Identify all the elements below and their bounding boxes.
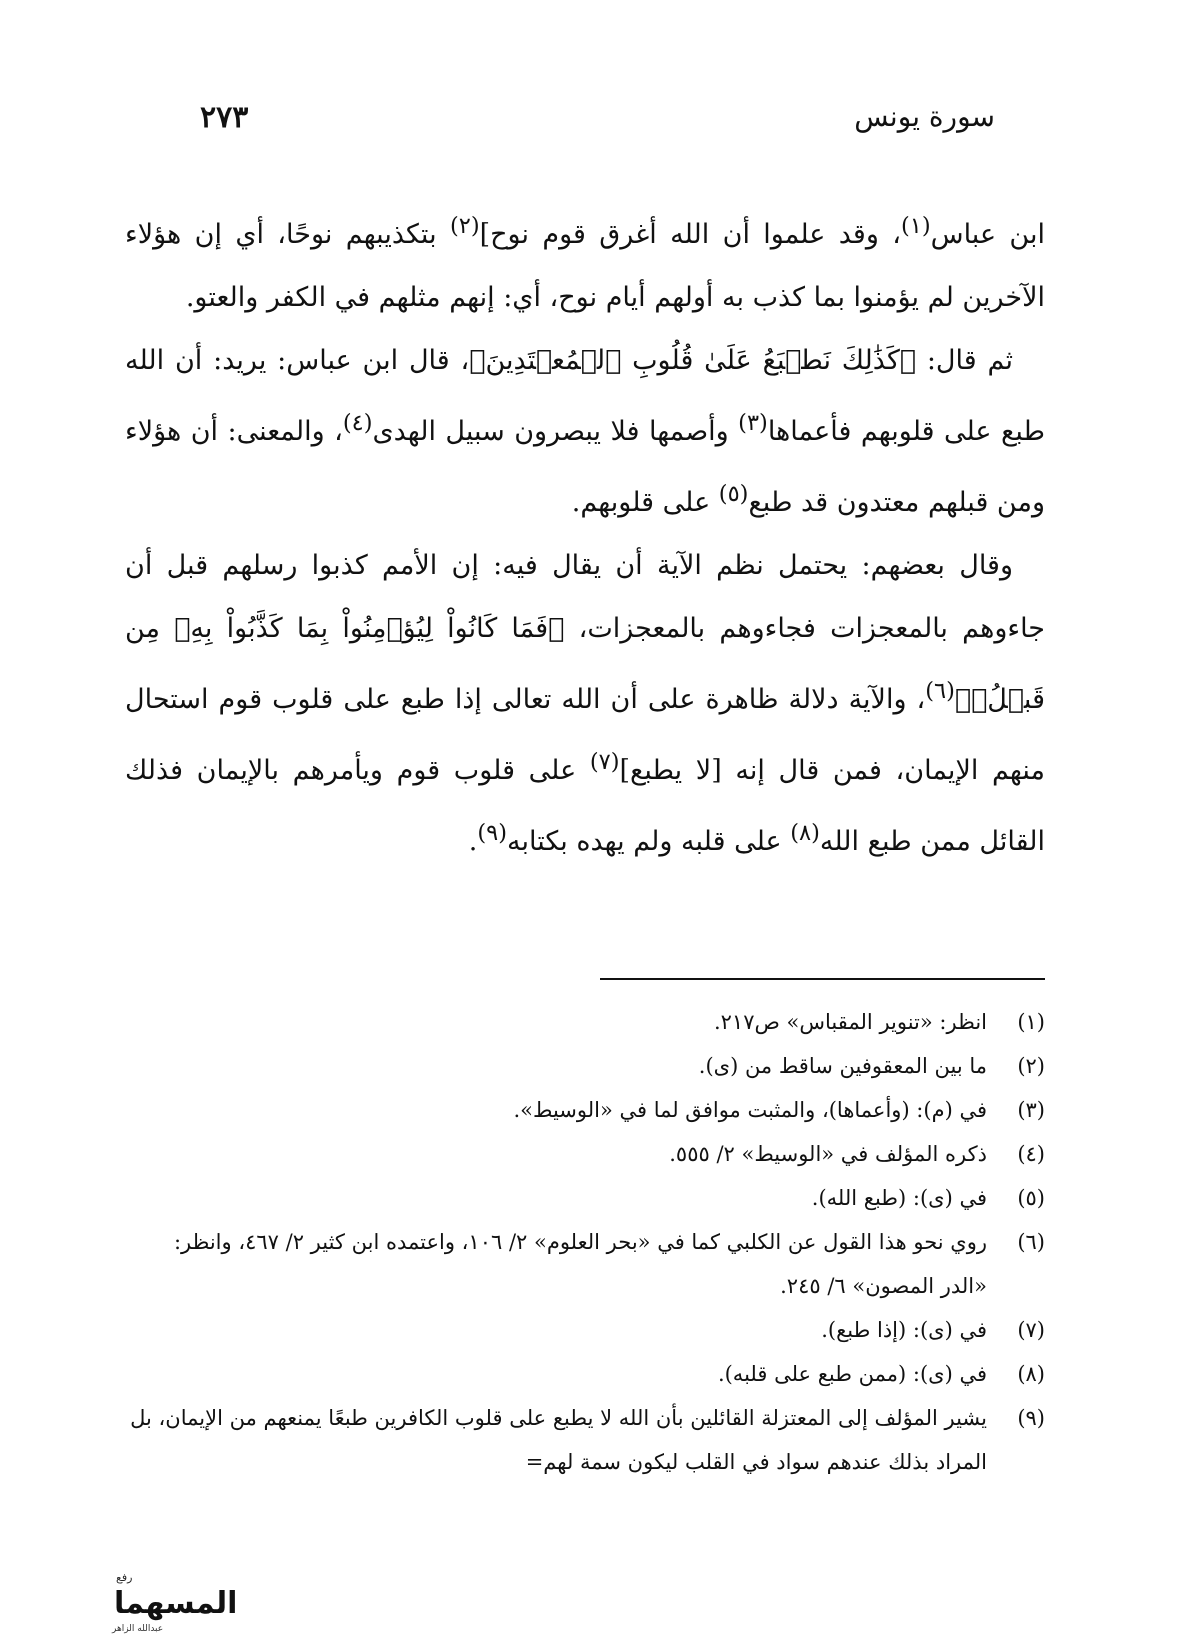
- paragraph: [125, 534, 1045, 873]
- page-number: ٢٧٣: [200, 100, 249, 135]
- watermark-small: عبدالله الزاهر: [112, 1624, 164, 1634]
- watermark-logo: [18, 1565, 238, 1640]
- footnotes: [125, 1000, 1045, 1484]
- footnote-item: [125, 1220, 1045, 1308]
- footnote-ref[interactable]: (٧): [589, 749, 620, 775]
- footnote-number: (٥): [1017, 1186, 1045, 1210]
- text-run: على قلبه ولم يهده بكتابه: [506, 826, 791, 857]
- text-run: ، قال ابن عباس: يريد: أن الله طبع على قلوبهم فأعماها: [125, 345, 1045, 447]
- surah-name: سورة يونس: [854, 100, 995, 133]
- text-run: على قلوب قوم ويأمرهم بالإيمان فذلك القائل ممن طبع الله: [125, 755, 1045, 857]
- watermark-top-mark: رفع: [116, 1571, 133, 1584]
- footnote-text: ذكره المؤلف في «الوسيط» ٢/ ٥٥٥.: [669, 1142, 987, 1166]
- text-run: بتكذيبهم نوحًا، أي إن هؤلاء الآخرين لم يؤمنوا بما كذب به أولهم أيام نوح، أي: إنهم مثلهم في الكفر والعتو.: [125, 219, 1045, 313]
- footnote-text: انظر: «تنوير المقباس» ص٢١٧.: [713, 1010, 987, 1034]
- footnote-ref[interactable]: (٤): [342, 410, 373, 436]
- footnote-item: [125, 1352, 1045, 1396]
- text-run: ، والآية دلالة ظاهرة على أن الله تعالى إذا طبع على قلوب قوم استحال منهم الإيمان، فمن قال إنه [لا يطبع]: [125, 684, 1045, 786]
- footnote-text: في (ى): (إذا طبع).: [821, 1318, 987, 1342]
- footnote-number: (٦): [1017, 1230, 1045, 1254]
- footnote-number: (١): [1017, 1010, 1045, 1034]
- footnote-ref[interactable]: (٢): [449, 213, 480, 239]
- footnote-text: في (ى): (طبع الله).: [811, 1186, 987, 1210]
- footnote-text: في (م): (وأعماها)، والمثبت موافق لما في «الوسيط».: [513, 1098, 987, 1122]
- quran-verse: ﴿فَمَا كَانُواْ لِيُؤۡمِنُواْ بِمَا كَذَّبُواْ بِهِۦ مِن قَبۡلُۚ﴾: [125, 613, 1045, 715]
- footnote-text: روي نحو هذا القول عن الكلبي كما في «بحر العلوم» ٢/ ١٠٦، واعتمده ابن كثير ٢/ ٤٦٧، وانظر: «الدر المصون» ٦/ ٢٤٥.: [173, 1230, 987, 1298]
- footnote-number: (٤): [1017, 1142, 1045, 1166]
- main-text: [125, 195, 1045, 873]
- text-run: وأصمها فلا يبصرون سبيل الهدى: [372, 416, 739, 447]
- footnote-number: (٨): [1017, 1362, 1045, 1386]
- paragraph: [125, 195, 1045, 329]
- footnote-divider: [600, 978, 1045, 980]
- text-run: .: [468, 826, 478, 857]
- footnote-item: [125, 1088, 1045, 1132]
- footnote-ref[interactable]: (٣): [738, 410, 768, 436]
- footnote-ref[interactable]: (٨): [790, 820, 820, 846]
- footnote-text: ما بين المعقوفين ساقط من (ى).: [698, 1054, 987, 1078]
- footnote-text: في (ى): (ممن طبع على قلبه).: [717, 1362, 987, 1386]
- footnote-number: (٧): [1017, 1318, 1045, 1342]
- text-run: ابن عباس: [930, 219, 1045, 250]
- footnote-item: [125, 1000, 1045, 1044]
- footnote-ref[interactable]: (٩): [477, 820, 507, 846]
- text-run: وقال بعضهم: يحتمل نظم الآية أن يقال فيه: إن الأمم كذبوا رسلهم قبل أن جاءوهم بالمعجزات فجاءوهم بالمعجزات،: [125, 550, 1046, 644]
- quran-verse: ﴿كَذَٰلِكَ نَطۡبَعُ عَلَىٰ قُلُوبِ ٱلۡمُعۡتَدِينَ﴾: [469, 345, 916, 376]
- footnote-number: (٩): [1017, 1406, 1045, 1430]
- text-run: ، والمعنى: أن هؤلاء ومن قبلهم معتدون قد طبع: [125, 416, 1045, 518]
- footnote-item: [125, 1308, 1045, 1352]
- footnote-text: يشير المؤلف إلى المعتزلة القائلين بأن الله لا يطبع على قلوب الكافرين طبعًا يمنعهم من الإيمان، بل المراد بذلك عندهم سواد في القلب ليكون سمة لهم=: [130, 1406, 987, 1474]
- footnote-number: (٣): [1017, 1098, 1045, 1122]
- paragraph: [125, 329, 1045, 534]
- watermark-main: المسهما: [114, 1586, 238, 1621]
- footnote-ref[interactable]: (٦): [925, 678, 955, 704]
- page-header: [200, 100, 995, 150]
- footnote-ref[interactable]: (١): [900, 213, 931, 239]
- footnote-number: (٢): [1017, 1054, 1045, 1078]
- footnote-item: [125, 1044, 1045, 1088]
- footnote-item: [125, 1176, 1045, 1220]
- text-run: ، وقد علموا أن الله أغرق قوم نوح]: [479, 219, 901, 250]
- text-run: ثم قال:: [916, 345, 1013, 376]
- footnote-item: [125, 1396, 1045, 1484]
- footnote-item: [125, 1132, 1045, 1176]
- text-run: على قلوبهم.: [571, 487, 719, 518]
- footnote-ref[interactable]: (٥): [718, 481, 749, 507]
